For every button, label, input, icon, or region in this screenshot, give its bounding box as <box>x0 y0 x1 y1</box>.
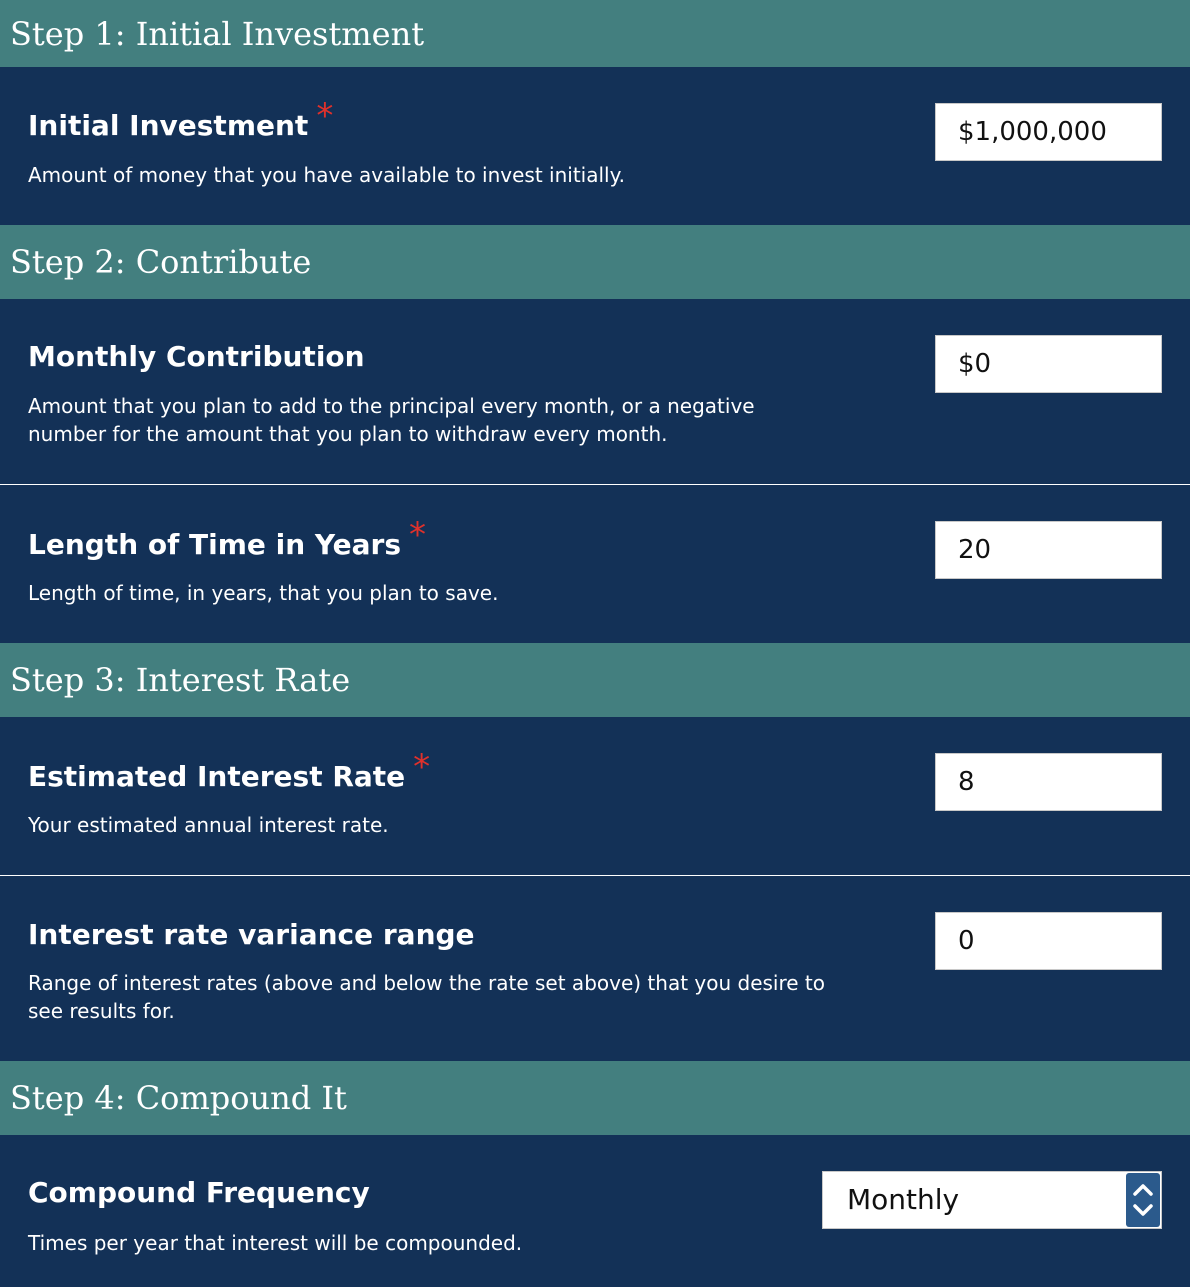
monthly-contribution-description: Amount that you plan to add to the principal every month, or a negative number for the amount that you plan to withdraw every month. <box>28 394 755 446</box>
step1-header-text: Step 1: Initial Investment <box>10 14 425 53</box>
step1-header <box>0 0 1190 67</box>
compound-frequency-label: Compound Frequency <box>28 1176 370 1209</box>
compound-frequency-row <box>0 1135 1190 1287</box>
monthly-contribution-input[interactable] <box>935 335 1162 393</box>
initial-investment-input[interactable] <box>935 103 1162 161</box>
step3-header <box>0 643 1190 717</box>
initial-investment-description: Amount of money that you have available to invest initially. <box>28 163 625 187</box>
monthly-contribution-label: Monthly Contribution <box>28 340 365 373</box>
length-of-time-row <box>0 485 1190 643</box>
step2-header-text: Step 2: Contribute <box>10 243 312 281</box>
required-asterisk: * <box>409 515 426 555</box>
initial-investment-label: Initial Investment <box>28 109 309 142</box>
compound-frequency-selected: Monthly <box>847 1183 960 1216</box>
length-of-time-title <box>28 515 426 562</box>
step4-header-text: Step 4: Compound It <box>10 1079 347 1117</box>
variance-range-title <box>28 918 475 952</box>
monthly-contribution-row <box>0 299 1190 484</box>
step3-header-text: Step 3: Interest Rate <box>10 661 351 699</box>
variance-range-description: Range of interest rates (above and below the rate set above) that you desire to see results for. <box>28 971 826 1023</box>
variance-range-row <box>0 876 1190 1061</box>
length-of-time-description: Length of time, in years, that you plan to save. <box>28 581 499 605</box>
required-asterisk: * <box>316 96 334 136</box>
required-asterisk: * <box>413 747 431 787</box>
monthly-contribution-title <box>28 340 365 374</box>
interest-rate-input[interactable] <box>935 753 1162 811</box>
variance-range-label: Interest rate variance range <box>28 918 475 951</box>
interest-rate-label: Estimated Interest Rate <box>28 760 406 793</box>
variance-range-input[interactable] <box>935 912 1162 970</box>
length-of-time-label: Length of Time in Years <box>28 528 401 561</box>
interest-rate-row <box>0 717 1190 875</box>
interest-rate-title <box>28 747 431 794</box>
compound-frequency-description: Times per year that interest will be compounded. <box>28 1231 523 1255</box>
initial-investment-title <box>28 96 334 143</box>
select-chevrons-icon[interactable] <box>1126 1173 1160 1227</box>
step4-header <box>0 1061 1190 1135</box>
compound-frequency-title <box>28 1176 370 1210</box>
length-of-time-input[interactable] <box>935 521 1162 579</box>
initial-investment-row <box>0 67 1190 225</box>
interest-rate-description: Your estimated annual interest rate. <box>28 813 389 837</box>
step2-header <box>0 225 1190 299</box>
compound-frequency-select[interactable] <box>822 1171 1162 1229</box>
